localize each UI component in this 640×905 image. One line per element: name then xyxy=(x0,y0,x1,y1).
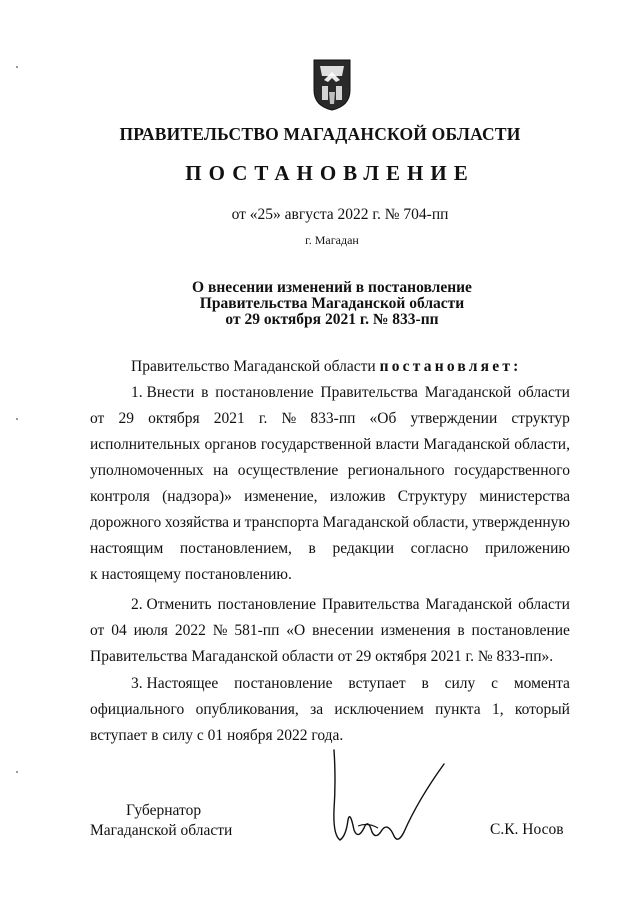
paragraph-word: пункта xyxy=(435,701,481,718)
document-date-number: от «25» августа 2022 г. № 704-пп xyxy=(231,206,449,223)
paragraph-word: от xyxy=(90,410,105,427)
paragraph-word: в xyxy=(308,540,316,557)
paragraph-line xyxy=(90,618,570,644)
paragraph-word: 3. Настоящее xyxy=(131,675,219,692)
paragraph-word: настоящим xyxy=(90,540,164,557)
paragraph-word: исполнительных xyxy=(90,436,201,453)
paragraph-word: постановление xyxy=(471,622,570,639)
paragraph-word: дорожного xyxy=(90,514,162,531)
paragraph-word: осуществление xyxy=(237,462,339,479)
paragraph-word: Магаданской xyxy=(322,514,410,531)
document-city: г. Магадан xyxy=(305,233,359,247)
paragraph-word: 2022 xyxy=(174,622,206,639)
paragraph-line xyxy=(90,592,570,618)
paragraph-line xyxy=(90,380,570,406)
paragraph-word: г. xyxy=(258,410,268,427)
paragraph-word: Магаданской xyxy=(425,596,513,613)
organization-heading: ПРАВИТЕЛЬСТВО МАГАДАНСКОЙ ОБЛАСТИ xyxy=(119,124,521,144)
paragraph-word: вступает xyxy=(348,675,406,692)
paragraph-word: в xyxy=(201,384,209,401)
paragraph-word: июля xyxy=(133,622,168,639)
paragraph-word: приложению xyxy=(485,540,570,557)
paragraph-word: хозяйства xyxy=(164,514,230,531)
paragraph-line xyxy=(90,510,570,536)
resolution-intro xyxy=(131,358,522,376)
paragraph-line xyxy=(90,671,570,697)
paragraph-word: Правительства xyxy=(321,596,420,613)
paragraph-word: изложив xyxy=(329,488,386,505)
paragraph-word: официального xyxy=(90,701,185,718)
paragraph-word: который xyxy=(514,701,570,718)
paragraph-word: момента xyxy=(513,675,570,692)
position-line: Губернатор xyxy=(126,802,202,819)
scan-mark xyxy=(16,771,18,773)
paragraph-3 xyxy=(90,671,570,749)
paragraph-line xyxy=(90,406,570,432)
paragraph-2 xyxy=(90,592,570,670)
document-title xyxy=(0,280,640,328)
paragraph-line xyxy=(90,644,570,670)
paragraph-word: 2. Отменить xyxy=(131,596,212,613)
paragraph-word: октября xyxy=(148,410,200,427)
paragraph-word: изменение, xyxy=(244,488,318,505)
paragraph-word: утвержденную xyxy=(472,514,570,531)
paragraph-word: исключением xyxy=(334,701,424,718)
handwritten-signature xyxy=(328,740,458,850)
paragraph-word: государственной xyxy=(260,436,372,453)
paragraph-word: утверждении xyxy=(410,410,498,427)
paragraph-word: за xyxy=(310,701,324,718)
paragraph-line xyxy=(90,432,570,458)
paragraph-word: Структуру xyxy=(397,488,468,505)
paragraph-word: изменения xyxy=(380,622,451,639)
paragraph-word: № xyxy=(281,410,297,427)
paragraph-text: к настоящему постановлению. xyxy=(90,566,292,583)
paragraph-line xyxy=(90,697,570,723)
paragraph-word: 581-пп xyxy=(234,622,280,639)
paragraph-word: министерства xyxy=(479,488,570,505)
paragraph-word: постановление xyxy=(215,384,314,401)
document-type-heading: ПОСТАНОВЛЕНИЕ xyxy=(185,161,475,185)
paragraph-1 xyxy=(90,380,570,588)
paragraph-word: постановление xyxy=(217,596,316,613)
paragraph-word: от xyxy=(90,622,105,639)
paragraph-word: внесении xyxy=(312,622,374,639)
paragraph-word: «Об xyxy=(369,410,397,427)
paragraph-text: Правительства Магаданской области от 29 октября 2021 г. № 833-пп». xyxy=(90,648,554,665)
paragraph-word: области, xyxy=(514,436,570,453)
paragraph-word: 1. Внести xyxy=(131,384,195,401)
paragraph-word: структур xyxy=(511,410,570,427)
title-line: от 29 октября 2021 г. № 833-пп xyxy=(225,311,439,328)
paragraph-word: 1, xyxy=(491,701,504,718)
paragraph-word: Правительства xyxy=(320,384,418,401)
paragraph-line xyxy=(90,562,570,588)
paragraph-word: № xyxy=(212,622,228,639)
paragraph-word: в xyxy=(457,622,465,639)
title-line: Правительства Магаданской области xyxy=(199,295,465,312)
paragraph-word: 29 xyxy=(118,410,134,427)
paragraph-word: органов xyxy=(204,436,257,453)
paragraph-word: и xyxy=(232,514,241,531)
paragraph-text: вступает в силу с 01 ноября 2022 года. xyxy=(90,727,344,744)
paragraph-word: Магаданской xyxy=(423,436,511,453)
intro-text: Правительство Магаданской области xyxy=(131,358,376,375)
paragraph-word: согласно xyxy=(410,540,469,557)
paragraph-word: транспорта xyxy=(244,514,319,531)
paragraph-word: силу xyxy=(444,675,476,692)
paragraph-line xyxy=(90,458,570,484)
paragraph-word: (надзора)» xyxy=(162,488,232,505)
paragraph-word: власти xyxy=(375,436,420,453)
position-line: Магаданской области xyxy=(90,822,233,839)
paragraph-word: области xyxy=(518,384,570,401)
paragraph-word: редакции xyxy=(332,540,395,557)
title-line: О внесении изменений в постановление xyxy=(192,279,472,296)
paragraph-line xyxy=(90,484,570,510)
paragraph-word: области, xyxy=(412,514,469,531)
paragraph-word: 2021 xyxy=(213,410,245,427)
signatory-position xyxy=(90,801,232,841)
paragraph-word: опубликования, xyxy=(195,701,299,718)
paragraph-word: контроля xyxy=(90,488,150,505)
paragraph-word: области xyxy=(518,596,570,613)
scan-mark xyxy=(16,418,18,420)
paragraph-line xyxy=(90,536,570,562)
paragraph-word: Магаданской xyxy=(424,384,512,401)
signatory-name: С.К. Носов xyxy=(490,821,564,838)
paragraph-word: регионального xyxy=(347,462,445,479)
paragraph-word: государственного xyxy=(454,462,570,479)
intro-verb: постановляет: xyxy=(379,358,522,375)
scan-mark xyxy=(16,66,18,68)
paragraph-word: постановлением, xyxy=(179,540,292,557)
paragraph-word: постановление xyxy=(234,675,333,692)
paragraph-word: 833-пп xyxy=(310,410,356,427)
paragraph-word: «О xyxy=(286,622,306,639)
paragraph-word: с xyxy=(491,675,499,692)
coat-of-arms-icon xyxy=(312,56,352,112)
paragraph-word: уполномоченных xyxy=(90,462,204,479)
paragraph-word: на xyxy=(213,462,229,479)
paragraph-word: 04 xyxy=(111,622,127,639)
paragraph-word: в xyxy=(421,675,429,692)
